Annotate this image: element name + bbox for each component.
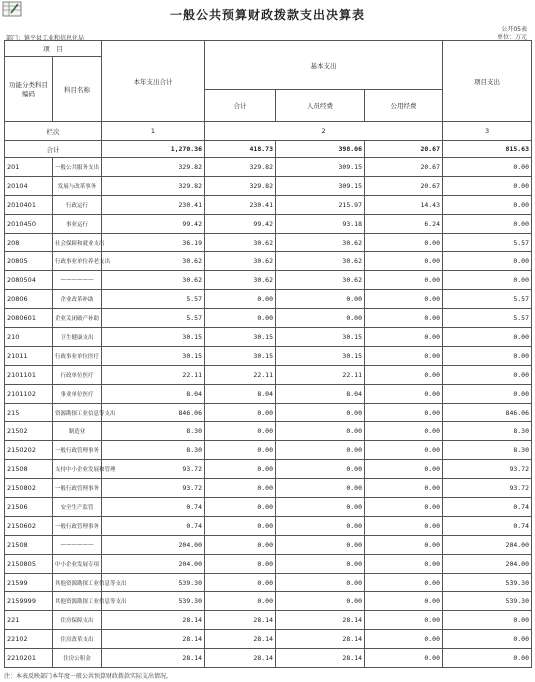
subject-name-cell: 事业运行 bbox=[53, 214, 102, 233]
amount-cell: 28.14 bbox=[205, 630, 276, 649]
subject-name-cell: 一般行政管理事务 bbox=[53, 441, 102, 460]
table-row bbox=[5, 214, 532, 233]
amount-cell: 539.30 bbox=[443, 592, 532, 611]
subject-code-cell: 21599 bbox=[5, 573, 53, 592]
amount-cell: 0.00 bbox=[443, 630, 532, 649]
amount-cell: 204.00 bbox=[102, 554, 205, 573]
amount-cell: 36.19 bbox=[102, 233, 205, 252]
name-header: 科目名称 bbox=[53, 57, 102, 122]
table-row bbox=[5, 573, 532, 592]
table-row bbox=[5, 460, 532, 479]
subject-name-cell: 发展与改革事务 bbox=[53, 176, 102, 195]
total-header: 本年支出合计 bbox=[102, 41, 205, 122]
subject-name-cell: 一般行政管理事务 bbox=[53, 479, 102, 498]
total-cell: 20.67 bbox=[365, 141, 443, 158]
expenditure-table bbox=[4, 40, 532, 668]
amount-cell: 230.41 bbox=[102, 195, 205, 214]
amount-cell: 329.82 bbox=[205, 176, 276, 195]
subject-name-cell: 中小企业发展专项 bbox=[53, 554, 102, 573]
total-row-label: 合计 bbox=[5, 141, 102, 158]
amount-cell: 0.00 bbox=[443, 195, 532, 214]
table-row bbox=[5, 195, 532, 214]
amount-cell: 0.00 bbox=[205, 479, 276, 498]
amount-cell: 28.14 bbox=[276, 649, 365, 668]
amount-cell: 0.00 bbox=[365, 573, 443, 592]
subject-code-cell: 221 bbox=[5, 611, 53, 630]
table-row bbox=[5, 592, 532, 611]
amount-cell: 0.00 bbox=[276, 422, 365, 441]
amount-cell: 93.72 bbox=[443, 479, 532, 498]
amount-cell: 93.72 bbox=[102, 460, 205, 479]
subject-name-cell: 其他资源勘探工业信息等支出 bbox=[53, 592, 102, 611]
amount-cell: 0.00 bbox=[365, 346, 443, 365]
amount-cell: 0.00 bbox=[276, 309, 365, 328]
table-row bbox=[5, 479, 532, 498]
subject-name-cell: 卫生健康支出 bbox=[53, 328, 102, 347]
amount-cell: 0.00 bbox=[443, 214, 532, 233]
amount-cell: 6.24 bbox=[365, 214, 443, 233]
subject-name-cell: 其他资源勘探工业信息等支出 bbox=[53, 573, 102, 592]
table-row bbox=[5, 554, 532, 573]
subject-code-cell: 21508 bbox=[5, 535, 53, 554]
table-row bbox=[5, 611, 532, 630]
subject-code-cell: 215 bbox=[5, 403, 53, 422]
table-row bbox=[5, 630, 532, 649]
subject-name-cell: 企业关闭破产补助 bbox=[53, 309, 102, 328]
amount-cell: 0.00 bbox=[365, 290, 443, 309]
amount-cell: 0.00 bbox=[365, 271, 443, 290]
amount-cell: 0.00 bbox=[365, 328, 443, 347]
amount-cell: 8.30 bbox=[102, 422, 205, 441]
column-number-2: 2 bbox=[205, 122, 443, 141]
subject-code-cell: 2159999 bbox=[5, 592, 53, 611]
code-header: 功能分类科目编码 bbox=[5, 57, 53, 122]
amount-cell: 230.41 bbox=[205, 195, 276, 214]
subject-name-cell: 行政单位医疗 bbox=[53, 365, 102, 384]
amount-cell: 215.97 bbox=[276, 195, 365, 214]
amount-cell: 22.11 bbox=[102, 365, 205, 384]
amount-cell: 8.30 bbox=[443, 441, 532, 460]
amount-cell: 0.00 bbox=[443, 158, 532, 177]
amount-cell: 539.30 bbox=[102, 573, 205, 592]
amount-cell: 30.62 bbox=[102, 252, 205, 271]
amount-cell: 0.00 bbox=[365, 460, 443, 479]
column-number-3: 3 bbox=[443, 122, 532, 141]
amount-cell: 0.00 bbox=[276, 516, 365, 535]
subject-name-cell: 住房保障支出 bbox=[53, 611, 102, 630]
table-row bbox=[5, 498, 532, 517]
amount-cell: 0.00 bbox=[365, 630, 443, 649]
amount-cell: 5.57 bbox=[102, 309, 205, 328]
table-row bbox=[5, 441, 532, 460]
amount-cell: 204.00 bbox=[443, 535, 532, 554]
subject-code-cell: 21502 bbox=[5, 422, 53, 441]
amount-cell: 93.18 bbox=[276, 214, 365, 233]
amount-cell: 0.00 bbox=[205, 290, 276, 309]
subject-code-cell: 21506 bbox=[5, 498, 53, 517]
table-row bbox=[5, 233, 532, 252]
subject-name-cell: —————— bbox=[53, 271, 102, 290]
subject-name-cell: 企业改革补助 bbox=[53, 290, 102, 309]
amount-cell: 22.11 bbox=[276, 365, 365, 384]
subject-name-cell: 一般公共服务支出 bbox=[53, 158, 102, 177]
amount-cell: 20.67 bbox=[365, 158, 443, 177]
amount-cell: 0.00 bbox=[205, 460, 276, 479]
footnote: 注：本表反映部门本年度一般公共预算财政拨款实际支出情况。 bbox=[4, 673, 173, 680]
amount-cell: 8.04 bbox=[102, 384, 205, 403]
amount-cell: 0.00 bbox=[365, 498, 443, 517]
amount-cell: 0.00 bbox=[205, 422, 276, 441]
amount-cell: 0.00 bbox=[365, 535, 443, 554]
amount-cell: 30.15 bbox=[276, 328, 365, 347]
amount-cell: 30.62 bbox=[205, 271, 276, 290]
amount-cell: 0.00 bbox=[205, 441, 276, 460]
subject-name-cell: 事业单位医疗 bbox=[53, 384, 102, 403]
amount-cell: 309.15 bbox=[276, 158, 365, 177]
table-row bbox=[5, 516, 532, 535]
amount-cell: 28.14 bbox=[102, 611, 205, 630]
subject-name-cell: 资源勘探工业信息等支出 bbox=[53, 403, 102, 422]
subject-code-cell: 210 bbox=[5, 328, 53, 347]
amount-cell: 204.00 bbox=[443, 554, 532, 573]
subject-code-cell: 2080601 bbox=[5, 309, 53, 328]
amount-cell: 0.00 bbox=[365, 422, 443, 441]
amount-cell: 0.00 bbox=[443, 365, 532, 384]
table-row bbox=[5, 535, 532, 554]
amount-cell: 0.00 bbox=[276, 460, 365, 479]
amount-cell: 22.11 bbox=[205, 365, 276, 384]
amount-cell: 0.00 bbox=[276, 441, 365, 460]
project-header: 项 目 bbox=[5, 41, 102, 57]
subject-code-cell: 2080504 bbox=[5, 271, 53, 290]
table-row bbox=[5, 346, 532, 365]
subject-name-cell: 行政运行 bbox=[53, 195, 102, 214]
amount-cell: 0.00 bbox=[443, 252, 532, 271]
total-row bbox=[5, 141, 532, 158]
amount-cell: 0.00 bbox=[443, 328, 532, 347]
amount-cell: 0.00 bbox=[276, 498, 365, 517]
amount-cell: 0.00 bbox=[205, 573, 276, 592]
table-row bbox=[5, 384, 532, 403]
project-expense-header: 项目支出 bbox=[443, 41, 532, 122]
amount-cell: 99.42 bbox=[205, 214, 276, 233]
amount-cell: 30.62 bbox=[205, 233, 276, 252]
subject-code-cell: 20806 bbox=[5, 290, 53, 309]
amount-cell: 0.00 bbox=[443, 271, 532, 290]
amount-cell: 30.15 bbox=[205, 328, 276, 347]
amount-cell: 0.74 bbox=[102, 498, 205, 517]
amount-cell: 0.00 bbox=[365, 309, 443, 328]
subject-code-cell: 2010401 bbox=[5, 195, 53, 214]
amount-cell: 8.04 bbox=[276, 384, 365, 403]
personnel-header: 人员经费 bbox=[276, 90, 365, 122]
amount-cell: 0.00 bbox=[443, 346, 532, 365]
table-row bbox=[5, 365, 532, 384]
amount-cell: 93.72 bbox=[102, 479, 205, 498]
amount-cell: 30.15 bbox=[102, 328, 205, 347]
amount-cell: 0.00 bbox=[205, 309, 276, 328]
amount-cell: 8.04 bbox=[205, 384, 276, 403]
subject-name-cell: 一般行政管理事务 bbox=[53, 516, 102, 535]
form-number: 公开05表 bbox=[501, 26, 527, 33]
subject-name-cell: 社会保障和就业支出 bbox=[53, 233, 102, 252]
unit-label: 单位：万元 bbox=[496, 34, 527, 41]
page-title: 一般公共预算财政拨款支出决算表 bbox=[169, 8, 365, 22]
subject-code-cell: 201 bbox=[5, 158, 53, 177]
amount-cell: 30.62 bbox=[205, 252, 276, 271]
subject-code-cell: 2010450 bbox=[5, 214, 53, 233]
amount-cell: 0.00 bbox=[365, 403, 443, 422]
subject-name-cell: 制造业 bbox=[53, 422, 102, 441]
amount-cell: 0.00 bbox=[276, 479, 365, 498]
amount-cell: 0.00 bbox=[276, 403, 365, 422]
amount-cell: 0.00 bbox=[443, 176, 532, 195]
table-row bbox=[5, 422, 532, 441]
amount-cell: 30.62 bbox=[276, 252, 365, 271]
subject-code-cell: 2210201 bbox=[5, 649, 53, 668]
amount-cell: 28.14 bbox=[102, 649, 205, 668]
amount-cell: 0.00 bbox=[365, 516, 443, 535]
subject-code-cell: 2101101 bbox=[5, 365, 53, 384]
table-row bbox=[5, 649, 532, 668]
subject-code-cell: 21508 bbox=[5, 460, 53, 479]
amount-cell: 0.00 bbox=[205, 592, 276, 611]
amount-cell: 28.14 bbox=[276, 611, 365, 630]
subject-code-cell: 2150602 bbox=[5, 516, 53, 535]
subject-name-cell: 行政事业单位医疗 bbox=[53, 346, 102, 365]
amount-cell: 204.00 bbox=[102, 535, 205, 554]
amount-cell: 30.15 bbox=[102, 346, 205, 365]
amount-cell: 8.30 bbox=[102, 441, 205, 460]
amount-cell: 0.00 bbox=[276, 592, 365, 611]
amount-cell: 309.15 bbox=[276, 176, 365, 195]
table-row bbox=[5, 271, 532, 290]
amount-cell: 0.00 bbox=[365, 554, 443, 573]
subject-code-cell: 20104 bbox=[5, 176, 53, 195]
table-row bbox=[5, 328, 532, 347]
subject-name-cell: 安全生产监管 bbox=[53, 498, 102, 517]
amount-cell: 5.57 bbox=[102, 290, 205, 309]
amount-cell: 0.00 bbox=[365, 649, 443, 668]
subject-name-cell: 住房改革支出 bbox=[53, 630, 102, 649]
amount-cell: 0.00 bbox=[276, 535, 365, 554]
amount-cell: 0.74 bbox=[443, 498, 532, 517]
amount-cell: 30.62 bbox=[276, 271, 365, 290]
total-cell: 398.06 bbox=[276, 141, 365, 158]
subtotal-header: 合计 bbox=[205, 90, 276, 122]
subject-name-cell: 住房公积金 bbox=[53, 649, 102, 668]
amount-cell: 20.67 bbox=[365, 176, 443, 195]
amount-cell: 0.00 bbox=[205, 535, 276, 554]
table-row bbox=[5, 309, 532, 328]
amount-cell: 30.15 bbox=[205, 346, 276, 365]
subject-code-cell: 20805 bbox=[5, 252, 53, 271]
amount-cell: 5.57 bbox=[443, 233, 532, 252]
amount-cell: 0.00 bbox=[365, 365, 443, 384]
total-cell: 815.63 bbox=[443, 141, 532, 158]
amount-cell: 0.00 bbox=[443, 611, 532, 630]
subject-name-cell: 支持中小企业发展和管理 bbox=[53, 460, 102, 479]
amount-cell: 5.57 bbox=[443, 309, 532, 328]
amount-cell: 99.42 bbox=[102, 214, 205, 233]
subject-code-cell: 208 bbox=[5, 233, 53, 252]
amount-cell: 0.00 bbox=[365, 384, 443, 403]
total-cell: 418.73 bbox=[205, 141, 276, 158]
table-row bbox=[5, 176, 532, 195]
amount-cell: 30.15 bbox=[276, 346, 365, 365]
amount-cell: 329.82 bbox=[102, 176, 205, 195]
subject-code-cell: 21011 bbox=[5, 346, 53, 365]
subject-name-cell: —————— bbox=[53, 535, 102, 554]
table-row bbox=[5, 290, 532, 309]
amount-cell: 0.74 bbox=[102, 516, 205, 535]
amount-cell: 0.00 bbox=[443, 649, 532, 668]
subject-code-cell: 2150202 bbox=[5, 441, 53, 460]
amount-cell: 329.82 bbox=[205, 158, 276, 177]
amount-cell: 0.00 bbox=[276, 554, 365, 573]
amount-cell: 28.14 bbox=[205, 649, 276, 668]
amount-cell: 0.00 bbox=[365, 233, 443, 252]
amount-cell: 28.14 bbox=[102, 630, 205, 649]
public-header: 公用经费 bbox=[365, 90, 443, 122]
basic-header: 基本支出 bbox=[205, 41, 443, 90]
table-row bbox=[5, 158, 532, 177]
column-number-1: 1 bbox=[102, 122, 205, 141]
amount-cell: 846.06 bbox=[443, 403, 532, 422]
amount-cell: 28.14 bbox=[205, 611, 276, 630]
amount-cell: 0.00 bbox=[365, 592, 443, 611]
amount-cell: 28.14 bbox=[276, 630, 365, 649]
amount-cell: 5.57 bbox=[443, 290, 532, 309]
amount-cell: 0.00 bbox=[205, 403, 276, 422]
subject-code-cell: 2150805 bbox=[5, 554, 53, 573]
amount-cell: 0.00 bbox=[365, 611, 443, 630]
amount-cell: 539.30 bbox=[102, 592, 205, 611]
subject-name-cell: 行政事业单位养老支出 bbox=[53, 252, 102, 271]
amount-cell: 0.00 bbox=[276, 573, 365, 592]
amount-cell: 329.82 bbox=[102, 158, 205, 177]
department-label: 部门：镇平县工业和信息化局 bbox=[6, 35, 85, 42]
table-row bbox=[5, 252, 532, 271]
amount-cell: 0.00 bbox=[443, 384, 532, 403]
amount-cell: 30.62 bbox=[276, 233, 365, 252]
amount-cell: 0.00 bbox=[365, 441, 443, 460]
amount-cell: 0.00 bbox=[205, 498, 276, 517]
amount-cell: 0.00 bbox=[365, 479, 443, 498]
subject-code-cell: 22102 bbox=[5, 630, 53, 649]
amount-cell: 0.00 bbox=[205, 554, 276, 573]
amount-cell: 0.00 bbox=[276, 290, 365, 309]
amount-cell: 846.06 bbox=[102, 403, 205, 422]
amount-cell: 14.43 bbox=[365, 195, 443, 214]
amount-cell: 93.72 bbox=[443, 460, 532, 479]
amount-cell: 0.00 bbox=[205, 516, 276, 535]
column-number-label: 栏次 bbox=[5, 122, 102, 141]
subject-code-cell: 2101102 bbox=[5, 384, 53, 403]
total-cell: 1,270.36 bbox=[102, 141, 205, 158]
subject-code-cell: 2150802 bbox=[5, 479, 53, 498]
amount-cell: 8.30 bbox=[443, 422, 532, 441]
amount-cell: 0.74 bbox=[443, 516, 532, 535]
table-row bbox=[5, 403, 532, 422]
amount-cell: 0.00 bbox=[365, 252, 443, 271]
amount-cell: 30.62 bbox=[102, 271, 205, 290]
amount-cell: 539.30 bbox=[443, 573, 532, 592]
